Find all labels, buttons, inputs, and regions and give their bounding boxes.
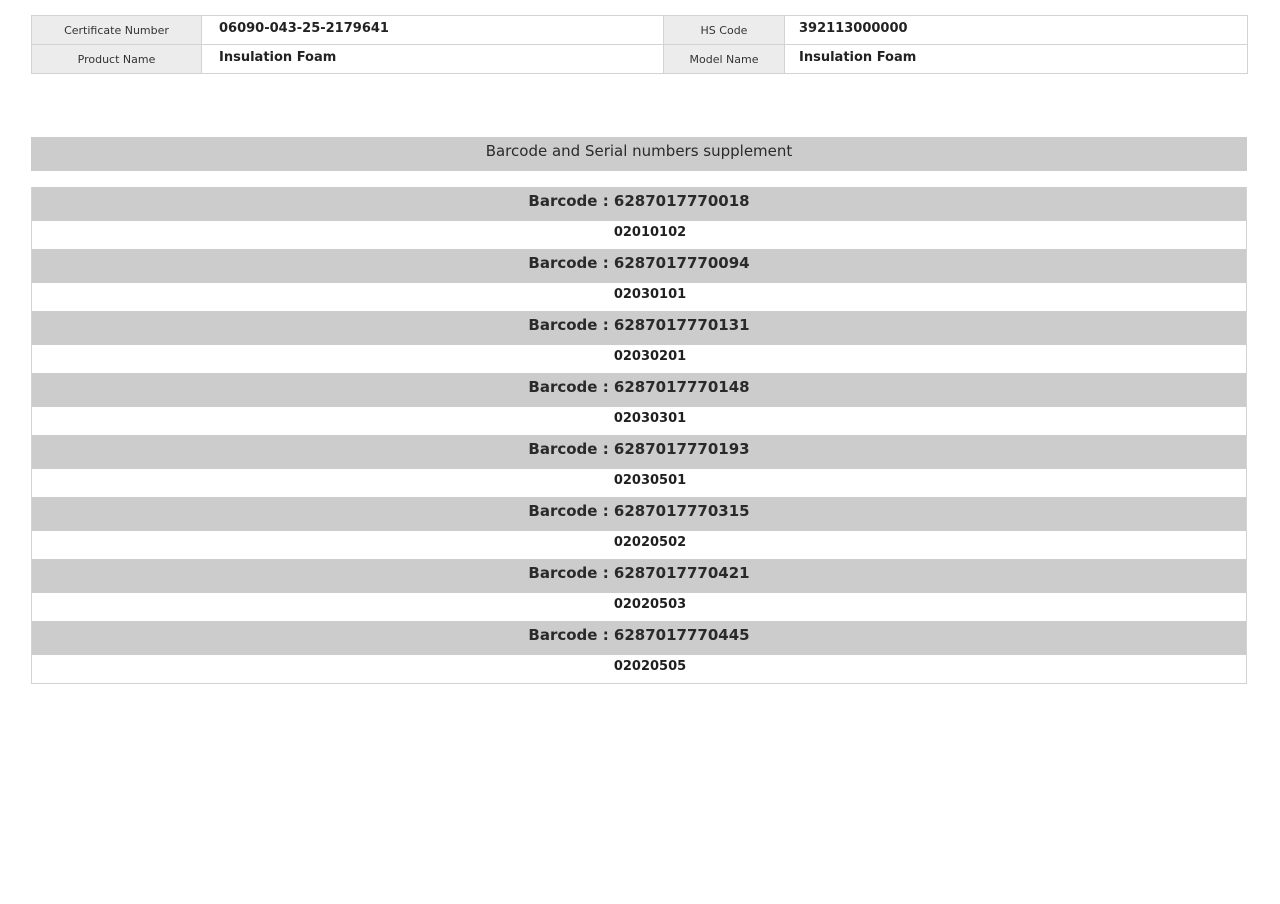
info-row xyxy=(32,16,1248,45)
serial-number: 02020505 xyxy=(32,655,1246,683)
serial-number: 02030301 xyxy=(32,407,1246,435)
barcode-header: Barcode : 6287017770148 xyxy=(32,373,1246,407)
barcode-header: Barcode : 6287017770131 xyxy=(32,311,1246,345)
serial-number: 02030501 xyxy=(32,469,1246,497)
barcode-header: Barcode : 6287017770094 xyxy=(32,249,1246,283)
product-name-label: Product Name xyxy=(32,45,202,74)
barcode-header: Barcode : 6287017770421 xyxy=(32,559,1246,593)
serial-number: 02020503 xyxy=(32,593,1246,621)
certificate-number-value: 06090-043-25-2179641 xyxy=(202,16,664,45)
certificate-info-table xyxy=(31,15,1248,74)
info-row xyxy=(32,45,1248,74)
model-name-value: Insulation Foam xyxy=(785,45,1248,74)
barcode-header: Barcode : 6287017770445 xyxy=(32,621,1246,655)
barcode-list xyxy=(31,187,1247,684)
barcode-header: Barcode : 6287017770315 xyxy=(32,497,1246,531)
supplement-title: Barcode and Serial numbers supplement xyxy=(31,137,1247,171)
product-name-value: Insulation Foam xyxy=(202,45,664,74)
serial-number: 02010102 xyxy=(32,221,1246,249)
barcode-header: Barcode : 6287017770193 xyxy=(32,435,1246,469)
barcode-header: Barcode : 6287017770018 xyxy=(32,187,1246,221)
hs-code-value: 392113000000 xyxy=(785,16,1248,45)
serial-number: 02030201 xyxy=(32,345,1246,373)
hs-code-label: HS Code xyxy=(664,16,785,45)
serial-number: 02020502 xyxy=(32,531,1246,559)
certificate-number-label: Certificate Number xyxy=(32,16,202,45)
serial-number: 02030101 xyxy=(32,283,1246,311)
model-name-label: Model Name xyxy=(664,45,785,74)
